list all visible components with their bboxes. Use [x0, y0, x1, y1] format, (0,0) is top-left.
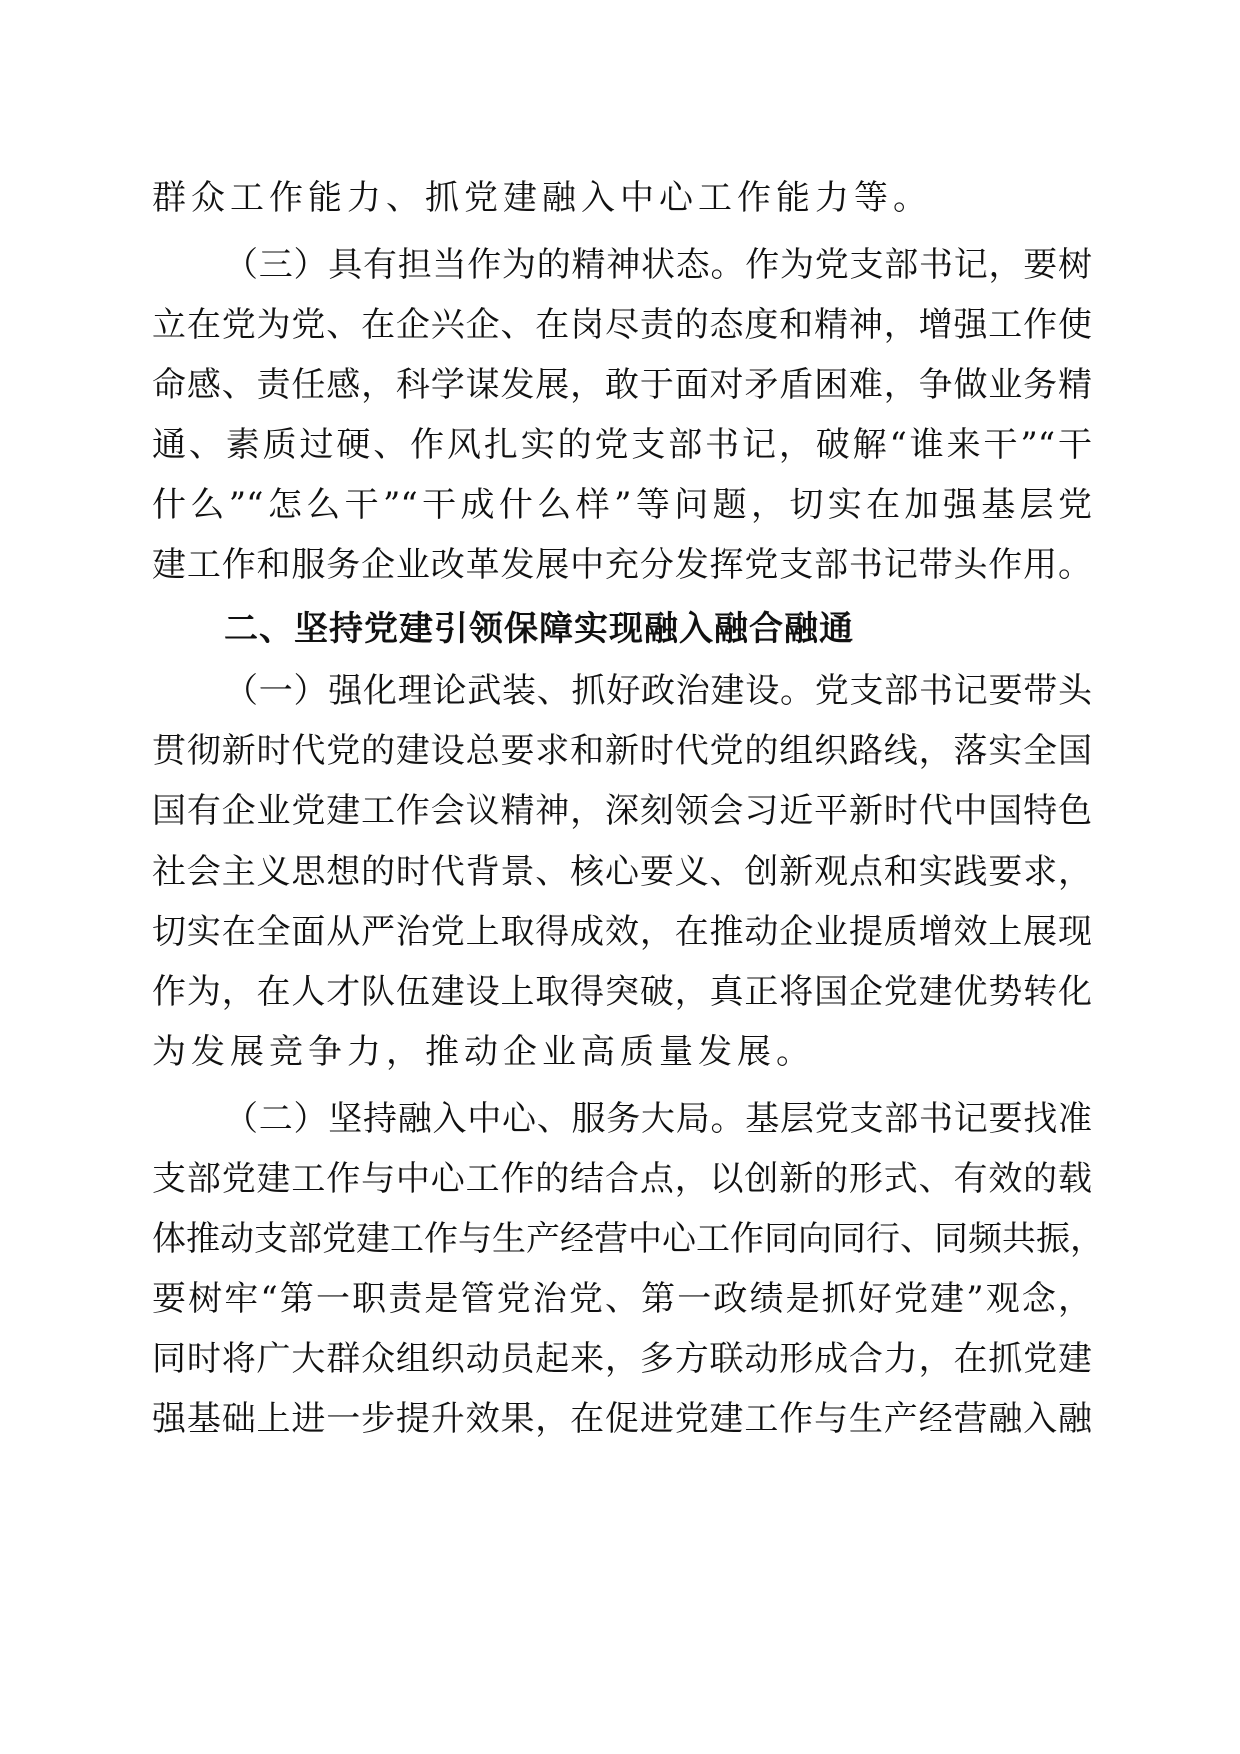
paragraph-line: 什么”“怎么干”“干成什么样”等问题，切实在加强基层党 — [152, 485, 1092, 525]
paragraph-line: 命感、责任感，科学谋发展，敢于面对矛盾困难，争做业务精 — [152, 365, 1092, 405]
paragraph-line: （三）具有担当作为的精神状态。作为党支部书记，要树 — [224, 245, 1092, 285]
paragraph-line: 切实在全面从严治党上取得成效，在推动企业提质增效上展现 — [152, 912, 1092, 952]
paragraph-line: 强基础上进一步提升效果，在促进党建工作与生产经营融入融 — [152, 1399, 1092, 1439]
paragraph-line: 同时将广大群众组织动员起来，多方联动形成合力，在抓党建 — [152, 1339, 1092, 1379]
paragraph-line: 支部党建工作与中心工作的结合点，以创新的形式、有效的载 — [152, 1159, 1092, 1199]
paragraph-line: 要树牢“第一职责是管党治党、第一政绩是抓好党建”观念， — [152, 1279, 1092, 1319]
paragraph-line: 作为，在人才队伍建设上取得突破，真正将国企党建优势转化 — [152, 972, 1092, 1012]
paragraph-line: 体推动支部党建工作与生产经营中心工作同向同行、同频共振， — [152, 1219, 1104, 1259]
paragraph-line: 贯彻新时代党的建设总要求和新时代党的组织路线，落实全国 — [152, 731, 1092, 771]
paragraph-line: 群众工作能力、抓党建融入中心工作能力等。 — [152, 178, 932, 218]
paragraph-line: 为发展竞争力，推动企业高质量发展。 — [152, 1032, 815, 1072]
paragraph-line: （一）强化理论武装、抓好政治建设。党支部书记要带头 — [224, 671, 1092, 711]
section-heading: 二、坚持党建引领保障实现融入融合融通 — [224, 609, 854, 649]
paragraph-line: 通、素质过硬、作风扎实的党支部书记，破解“谁来干”“干 — [152, 425, 1092, 465]
paragraph-line: （二）坚持融入中心、服务大局。基层党支部书记要找准 — [224, 1099, 1092, 1139]
paragraph-line: 国有企业党建工作会议精神，深刻领会习近平新时代中国特色 — [152, 791, 1092, 831]
paragraph-line: 建工作和服务企业改革发展中充分发挥党支部书记带头作用。 — [152, 545, 1092, 585]
paragraph-line: 立在党为党、在企兴企、在岗尽责的态度和精神，增强工作使 — [152, 305, 1092, 345]
paragraph-line: 社会主义思想的时代背景、核心要义、创新观点和实践要求， — [152, 852, 1092, 892]
